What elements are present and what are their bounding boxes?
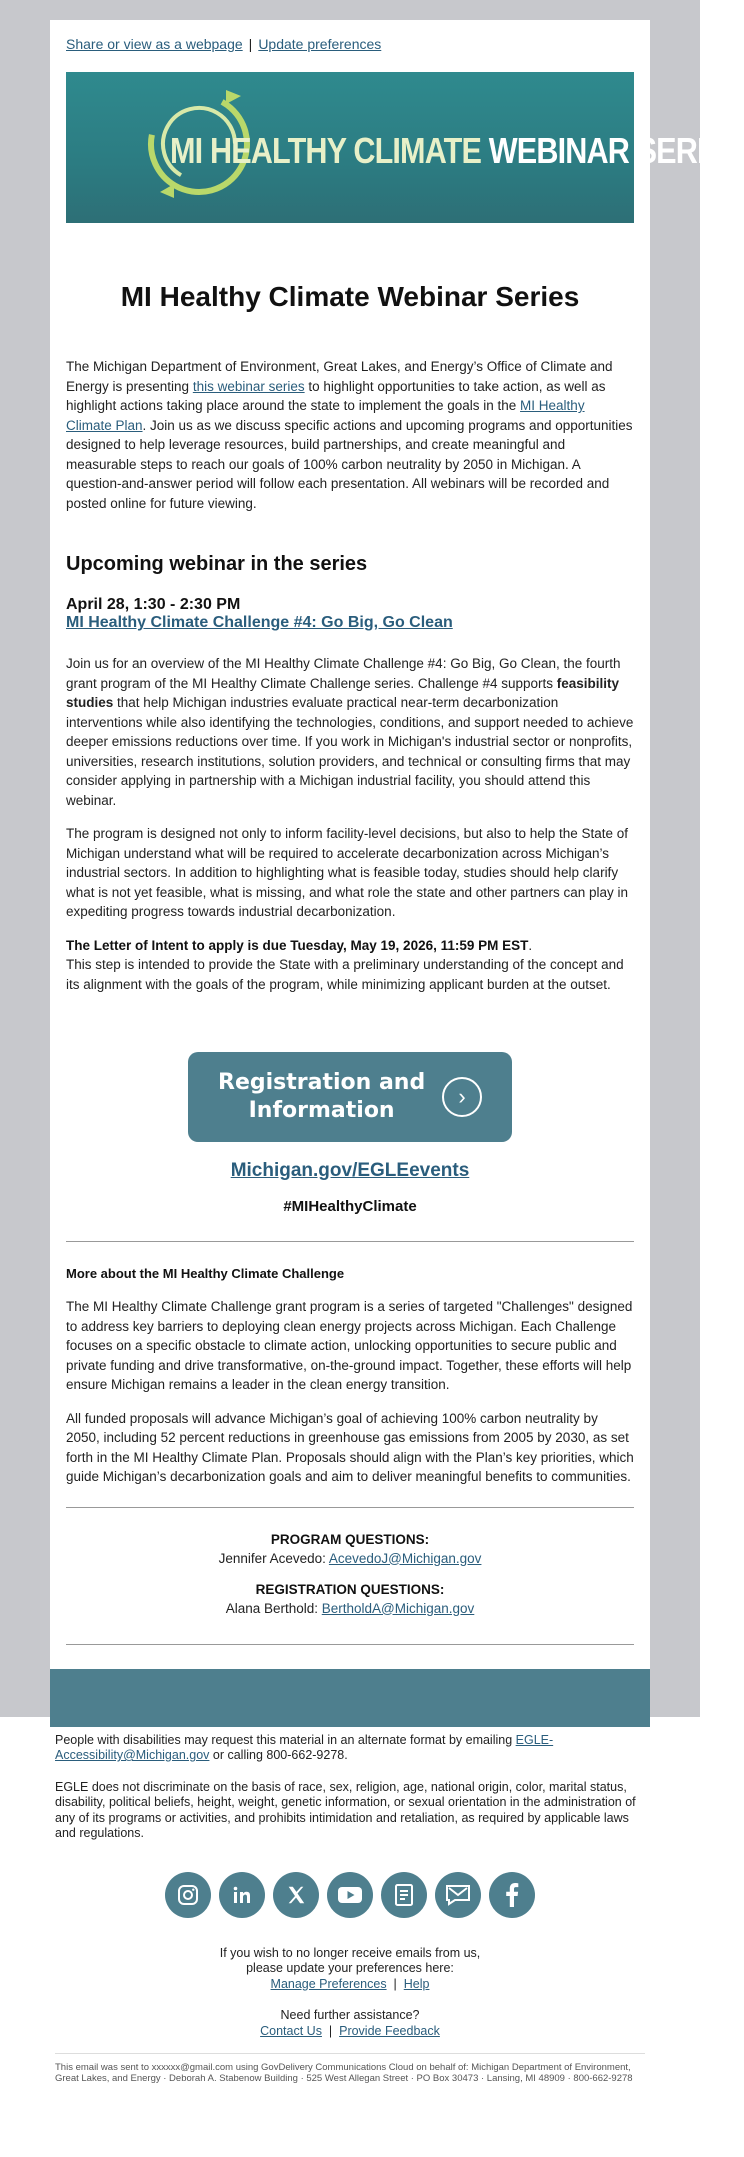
registration-line2: Information bbox=[248, 1098, 395, 1123]
newsletter-icon[interactable] bbox=[381, 1872, 427, 1918]
instagram-icon[interactable] bbox=[165, 1872, 211, 1918]
desc-text-2: that help Michigan industries evaluate practical near-term decarbonization interventions while also identifying the technologies, conditions, and support needed to achieve deeper emissions reductions over time. If you work in Michigan's industrial sector or nonprofits, universities, research institutions, solution providers, and technical or consulting firms that may consider applying in partnership with a Michigan industrial facility, you should attend this webinar. bbox=[66, 695, 634, 808]
banner-title-part1: MI HEALTHY CLIMATE bbox=[170, 130, 489, 171]
assistance-links bbox=[55, 2024, 645, 2040]
questions-section bbox=[66, 1532, 634, 1616]
preferences-links bbox=[55, 1977, 645, 1993]
facebook-icon[interactable] bbox=[489, 1872, 535, 1918]
banner-title bbox=[170, 130, 744, 172]
accessibility-email-link[interactable]: EGLE-Accessibility@Michigan.gov bbox=[55, 1732, 554, 1762]
desc-text-1: Join us for an overview of the MI Healthy Climate Challenge #4: Go Big, Go Clean, the fourth grant program of the MI Healthy Climate Challenge series. Challenge #4 supports bbox=[66, 656, 621, 691]
program-email-link[interactable]: AcevedoJ@Michigan.gov bbox=[328, 1550, 482, 1566]
footer bbox=[50, 1727, 650, 2089]
social-icons bbox=[55, 1872, 645, 1918]
desc-bold: feasibility studies bbox=[66, 675, 620, 710]
share-link[interactable]: Share or view as a webpage bbox=[66, 36, 243, 52]
upcoming-heading: Upcoming webinar in the series bbox=[66, 553, 368, 575]
intro-text-2: to highlight opportunities to take action, as well as highlight actions taking place around the state to implement the goals in the bbox=[66, 378, 606, 413]
intro-text-3: . Join us as we discuss specific actions and upcoming programs and opportunities designed to help leverage resources, build partnerships, and create meaningful and measurable steps to reach our goals of 100% carbon neutrality by 2050 in Michigan. A question-and-answer period will follow each presentation. All webinars will be recorded and posted online for future viewing. bbox=[66, 417, 633, 511]
manage-preferences-link[interactable]: Manage Preferences bbox=[270, 1976, 387, 1991]
intro-paragraph bbox=[66, 357, 634, 513]
intro-text-1: The Michigan Department of Environment, Great Lakes, and Energy’s Office of Climate and Energy is presenting bbox=[66, 359, 613, 394]
links-separator: | bbox=[328, 2023, 333, 2038]
loi-deadline: The Letter of Intent to apply is due Tuesday, May 19, 2026, 11:59 PM EST bbox=[66, 937, 529, 953]
footer-bar bbox=[50, 1669, 650, 1727]
climate-plan-link[interactable]: MI Healthy Climate Plan bbox=[66, 398, 585, 433]
more-paragraph-2: All funded proposals will advance Michigan’s goal of achieving 100% carbon neutrality by 2050, including 52 percent reductions in greenhouse gas emissions from 2005 by 2030, as set forth in the MI Healthy Climate Plan. Proposals should align with the Plan’s key priorities, which guide Michigan’s decarbonization goals and aim to deliver meaningful benefits to communities. bbox=[66, 1410, 634, 1484]
webinar-banner bbox=[66, 72, 744, 223]
sender-fine-print: This email was sent to xxxxxx@gmail.com using GovDelivery Communications Cloud on behalf of: Michigan Department of Environment, Great Lakes, and Energy · Deborah A. Stabenow Building · 525 West Allegan Street · PO Box 30473 · Lansing, MI 48909 · 800-662-9278 bbox=[55, 2053, 645, 2088]
assistance-text: Need further assistance? bbox=[280, 2008, 420, 2022]
help-link[interactable]: Help bbox=[403, 1976, 430, 1991]
registration-button-label bbox=[218, 1069, 425, 1125]
chevron-right-icon: › bbox=[442, 1077, 482, 1117]
webinar-series-link[interactable]: this webinar series bbox=[192, 378, 305, 394]
webinar-description bbox=[66, 654, 634, 810]
registration-contact-name: Alana Berthold: bbox=[225, 1600, 322, 1616]
registration-email-link[interactable]: BertholdA@Michigan.gov bbox=[321, 1600, 475, 1616]
top-links-separator: | bbox=[248, 36, 253, 52]
accessibility-text-2: or calling 800-662-9278. bbox=[209, 1748, 348, 1762]
divider bbox=[66, 1644, 634, 1645]
divider bbox=[66, 1241, 634, 1242]
egle-events-link[interactable]: Michigan.gov/EGLEevents bbox=[230, 1160, 470, 1181]
page-title: MI Healthy Climate Webinar Series bbox=[120, 281, 580, 312]
provide-feedback-link[interactable]: Provide Feedback bbox=[339, 2023, 440, 2038]
unsub-line-1: If you wish to no longer receive emails from us, bbox=[219, 1945, 481, 1960]
accessibility-text-1: People with disabilities may request this material in an alternate format by emailing bbox=[55, 1732, 516, 1747]
linkedin-icon[interactable] bbox=[219, 1872, 265, 1918]
registration-button[interactable] bbox=[188, 1052, 512, 1142]
webinar-title-link[interactable]: MI Healthy Climate Challenge #4: Go Big, Go Clean bbox=[66, 614, 453, 631]
x-icon[interactable] bbox=[273, 1872, 319, 1918]
loi-period: . bbox=[528, 937, 533, 953]
more-paragraph-1: The MI Healthy Climate Challenge grant program is a series of targeted "Challenges" designed to address key barriers to deploying clean energy projects across Michigan. Each Challenge focuses on a specific obstacle to climate action, unlocking opportunities to secure public and private funding and drive transformative, on-the-ground impact. Together, these efforts will help ensure Michigan remains a leader in the clean energy transition. bbox=[66, 1299, 633, 1392]
accessibility-notice bbox=[55, 1733, 645, 1764]
loi-paragraph bbox=[66, 936, 634, 995]
links-separator: | bbox=[393, 1976, 397, 1991]
nondiscrimination-notice: EGLE does not discriminate on the basis of race, sex, religion, age, national origin, color, marital status, disability, political beliefs, height, weight, genetic information, or sexual orientation in the administration of any of its programs or activities, and prohibits intimidation and retaliation, as required by applicable laws and regulations. bbox=[55, 1779, 636, 1840]
loi-text: This step is intended to provide the State with a preliminary understanding of the concept and its alignment with the goals of the program, while minimizing applicant burden at the outset. bbox=[66, 957, 624, 992]
registration-questions-heading: REGISTRATION QUESTIONS: bbox=[255, 1581, 445, 1597]
program-questions-heading: PROGRAM QUESTIONS: bbox=[270, 1531, 430, 1547]
program-contact-name: Jennifer Acevedo: bbox=[218, 1550, 329, 1566]
unsub-line-2: please update your preferences here: bbox=[246, 1961, 454, 1975]
email-icon[interactable] bbox=[435, 1872, 481, 1918]
program-contact bbox=[66, 1551, 634, 1566]
more-heading: More about the MI Healthy Climate Challenge bbox=[66, 1266, 345, 1281]
program-paragraph: The program is designed not only to inform facility-level decisions, but also to help the State of Michigan understand what will be required to accelerate decarbonization across Michigan’s industrial sectors. In addition to highlighting what is feasible today, studies should help clarify what is not yet feasible, what is missing, and what role the state and other partners can play in expediting progress towards industrial decarbonization. bbox=[66, 826, 629, 919]
youtube-icon[interactable] bbox=[327, 1872, 373, 1918]
registration-contact bbox=[66, 1601, 634, 1616]
update-preferences-link[interactable]: Update preferences bbox=[258, 36, 382, 52]
banner-title-part2: WEBINAR SERIES bbox=[488, 130, 744, 171]
webinar-date: April 28, 1:30 - 2:30 PM bbox=[66, 596, 241, 613]
divider bbox=[66, 1507, 634, 1508]
hashtag: #MIHealthyClimate bbox=[283, 1198, 417, 1215]
email-card bbox=[50, 20, 744, 1669]
unsubscribe-section bbox=[55, 1946, 645, 2040]
top-links bbox=[66, 36, 634, 68]
contact-us-link[interactable]: Contact Us bbox=[260, 2023, 322, 2038]
registration-line1: Registration and bbox=[218, 1070, 426, 1095]
